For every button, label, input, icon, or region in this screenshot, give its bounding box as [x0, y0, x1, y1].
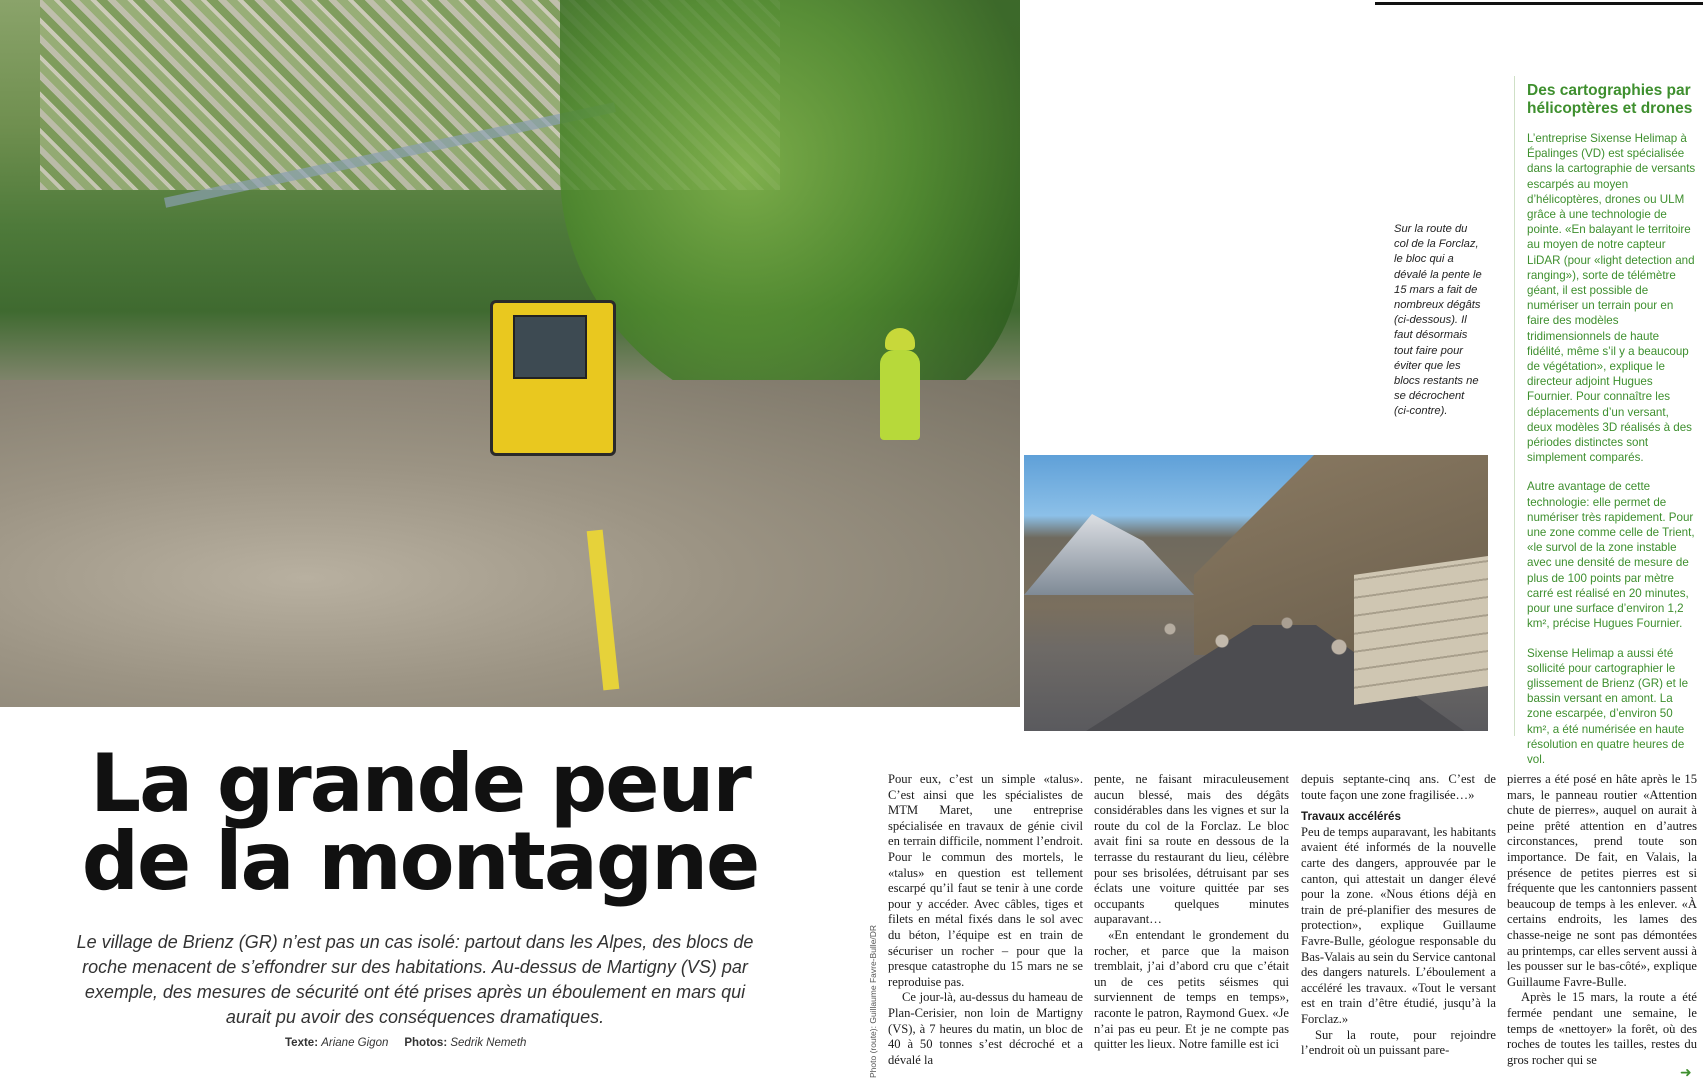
continue-arrow-icon: ➜	[1680, 1065, 1692, 1081]
text-author: Ariane Gigon	[321, 1037, 389, 1049]
main-photo-rock-securing-site	[0, 0, 1020, 707]
article-column-1	[888, 772, 1083, 1068]
article-paragraph: depuis septante-cinq ans. C’est de toute façon une zone fragilisée…»	[1301, 772, 1496, 802]
photos-label: Photos:	[404, 1037, 448, 1049]
headline-line-2: de la montagne	[81, 815, 759, 908]
article-paragraph: Pour eux, c’est un simple «talus». C’est ainsi que les spécialistes de MTM Maret, une entreprise spécialisée en travaux de génie civil en terrain difficile, nomment l’endroit. Pour le commun des mortels, le «talus» en question est tellement escarpé qu’il faut se tenir à une corde pour y accéder. Avec câbles, tiges et filets en métal fixés dans le sol avec du béton, l’équipe est en train de sécuriser un rocher – pour que la presque catastrophe du 15 mars ne se reproduise pas.	[888, 772, 1083, 989]
article-paragraph: Sur la route, pour rejoindre l’endroit où un puissant pare-	[1301, 1027, 1496, 1058]
inset-photo-mountain	[1024, 505, 1194, 595]
photo-mini-excavator	[490, 300, 616, 456]
sidebar-divider	[1514, 76, 1515, 736]
article-paragraph: Peu de temps auparavant, les habitants avaient été informés de la nouvelle carte des dangers, approuvée par le canton, qui attestait un danger élevé pour la zone. «Nous étions déjà en train de pré-planifier des mesures de protection», explique Guillaume Favre-Bulle, géologue responsable du Bas-Valais au sein du Service cantonal des dangers naturels. L’éboulement a accéléré les travaux. «Tout le versant est en train d’être étudié, jusqu’à la Forclaz.»	[1301, 824, 1496, 1026]
headline-line-1: La grande peur	[90, 737, 750, 830]
article-paragraph: pente, ne faisant miraculeusement aucun blessé, mais des dégâts considérables dans les vignes et sur la route du col de la Forclaz. Le bloc avait fini sa route en dessous de la terrasse du restaurant du lieu, célèbre pour ses brisolées, détruisant par ses éclats une voiture quittée par ses occupants quelques minutes auparavant…	[1094, 772, 1289, 927]
article-paragraph: Après le 15 mars, la route a été fermée pendant une semaine, le temps de «nettoyer» la forêt, où des roches de toutes les tailles, restes du gros rocher qui se	[1507, 990, 1697, 1067]
photo-caption: Sur la route du col de la Forclaz, le bloc qui a dévalé la pente le 15 mars a fait de nombreux dégâts (ci-dessous). Il faut désormais tout faire pour éviter que les blocs restants ne se décrochent (ci-contre).	[1394, 223, 1482, 418]
photo-credit: Photo (route): Guillaume Favre-Bulle/DR	[868, 924, 878, 1078]
article-column-2	[1094, 772, 1289, 1053]
byline	[285, 1037, 735, 1049]
sidebar-paragraph: L’entreprise Sixense Helimap à Épalinges (VD) est spécialisée dans la cartographie de versants escarpés au moyen d’hélicoptères, drones ou ULM grâce à une technologie de pointe. «En balayant le territoire au moyen de notre capteur LiDAR (pour «light detection and ranging»), sorte de télémètre géant, il est possible de numériser un terrain pour en faire des modèles tridimensionnels de haute fidélité, même s’il y a beaucoup de végétation», explique le directeur adjoint Hugues Fournier. Pour connaître les déplacements d’un versant, deux modèles 3D réalisés à des périodes distinctes sont simplement comparés.	[1527, 132, 1696, 465]
sidebar-paragraph: Sixense Helimap a aussi été sollicité pour cartographier le glissement de Brienz (GR) et le bassin versant en amont. La zone escarpée, d’environ 50 km², a été numérisée en haute résolution en quatre heures de vol.	[1527, 646, 1689, 766]
sidebar-title: Des cartographies par hélicoptères et drones	[1527, 82, 1693, 117]
article-paragraph: «En entendant le grondement du rocher, et parce que la maison tremblait, j’ai d’abord cru que c’était un de ces petits séismes qui surviennent de temps en temps», raconte le patron, Raymond Guex. «Je n’ai pas eu peur. Et je ne compte pas quitter les lieux. Notre famille est ici	[1094, 927, 1289, 1052]
inset-photo-road-debris	[1022, 453, 1490, 733]
photos-author: Sedrik Nemeth	[450, 1037, 527, 1049]
photo-worker	[880, 350, 920, 440]
top-rule	[1375, 2, 1703, 5]
article-lede: Le village de Brienz (GR) n’est pas un cas isolé: partout dans les Alpes, des blocs de roche menacent de s’effondrer sur des habitations. Au-dessus de Martigny (VS) par exemple, des mesures de sécurité ont été prises après un éboulement en mars qui aurait pu avoir des conséquences dramatiques.	[76, 932, 754, 1027]
text-label: Texte:	[285, 1037, 319, 1049]
inset-photo-retaining-wall	[1354, 555, 1490, 705]
article-paragraph: pierres a été posé en hâte après le 15 mars, le panneau routier «Attention chute de pierres», auquel on aurait à peine prêté attention en d’autres circonstances, prend toute son importance. De fait, en Valais, la présence de petites pierres est si fréquente que les cantonniers passent beaucoup de temps à les enlever. «À certains endroits, les lames des chasse-neige ne sont pas démontées au printemps, car elles servent aussi à les pousser sur le bas-côté», explique Guillaume Favre-Bulle.	[1507, 772, 1697, 989]
article-column-4	[1507, 772, 1697, 1068]
article-headline	[80, 737, 760, 908]
photo-trees	[560, 0, 1020, 430]
article-paragraph: Ce jour-là, au-dessus du hameau de Plan-Cerisier, non loin de Martigny (VS), à 7 heures du matin, un bloc de 40 à 50 tonnes s’est décroché et a dévalé la	[888, 990, 1083, 1067]
sidebar-body	[1527, 131, 1697, 781]
subheading-travaux: Travaux accélérés	[1301, 810, 1401, 824]
sidebar-paragraph: Autre avantage de cette technologie: elle permet de numériser très rapidement. Pour une zone comme celle de Trient, «le survol de la zone instable avec une densité de mesure de plus de 100 points par mètre carré est réalisé en 20 minutes, pour une surface d’environ 1,2 km², précise Hugues Fournier.	[1527, 480, 1695, 631]
article-column-3	[1301, 772, 1496, 1059]
